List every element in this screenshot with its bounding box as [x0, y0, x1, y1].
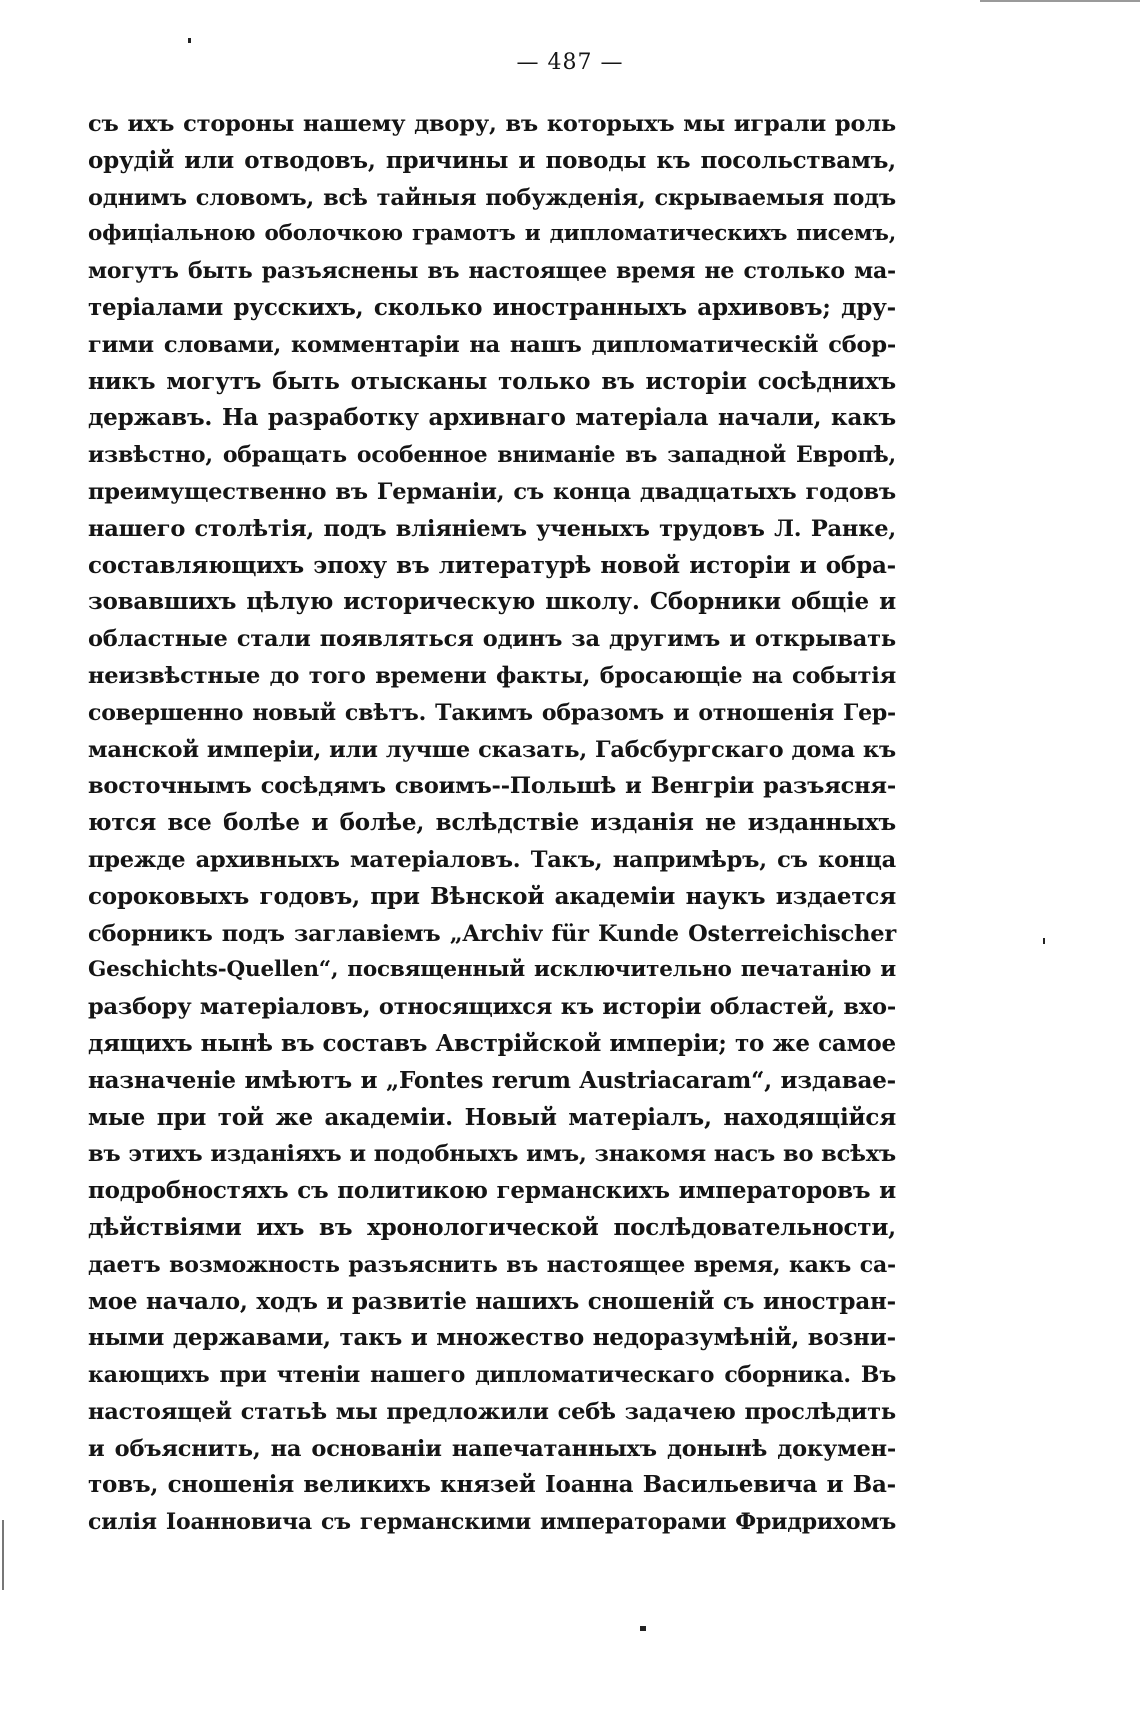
text-line: зовавшихъ цѣлую историческую школу. Сборники общіе и: [88, 588, 896, 616]
text-line: извѣстно, обращать особенное вниманіе въ западной Европѣ,: [88, 442, 896, 469]
text-line: преимущественно въ Германіи, съ конца двадцатыхъ годовъ: [88, 478, 896, 505]
text-line: могутъ быть разъяснены въ настоящее время не столько ма-: [88, 258, 896, 285]
text-line: даетъ возможность разъяснить въ настоящее время, какъ са-: [88, 1251, 896, 1278]
text-line: совершенно новый свѣтъ. Такимъ образомъ и отношенія Гер-: [88, 699, 896, 726]
scan-speck-right: [1043, 938, 1045, 944]
text-line: нашего столѣтія, подъ вліяніемъ ученыхъ трудовъ Л. Ранке,: [88, 515, 896, 542]
text-line: разбору матеріаловъ, относящихся къ исторіи областей, вхо-: [88, 994, 896, 1021]
text-line: силія Іоанновича съ германскими императорами Фридрихомъ: [88, 1509, 896, 1536]
text-line: державъ. На разработку архивнаго матеріала начали, какъ: [88, 404, 896, 432]
text-line: никъ могутъ быть отысканы только въ исторіи сосѣднихъ: [88, 367, 896, 395]
text-line: составляющихъ эпоху въ литературѣ новой исторіи и обра-: [88, 551, 896, 579]
text-line: въ этихъ изданіяхъ и подобныхъ имъ, знакомя насъ во всѣхъ: [88, 1141, 896, 1168]
text-line: неизвѣстные до того времени факты, бросающіе на событія: [88, 662, 896, 689]
text-line: прежде архивныхъ матеріаловъ. Такъ, напримѣръ, съ конца: [88, 846, 896, 873]
page-number: — 487 —: [516, 50, 624, 75]
text-line: мое начало, ходъ и развитіе нашихъ сношеній съ иностран-: [88, 1287, 896, 1315]
text-line: сборникъ подъ заглавіемъ „Archiv für Kunde Osterreichischer: [88, 920, 896, 947]
scan-speck-bottom: [640, 1626, 646, 1631]
text-line: ными державами, такъ и множество недоразумѣній, возни-: [88, 1324, 896, 1352]
text-line: восточнымъ сосѣдямъ своимъ--Польшѣ и Венгріи разъясня-: [88, 773, 896, 800]
text-line: манской имперіи, или лучше сказать, Габсбургскаго дома къ: [88, 736, 896, 763]
text-line: сороковыхъ годовъ, при Вѣнской академіи наукъ издается: [88, 882, 896, 910]
text-line: гими словами, комментаріи на нашъ дипломатическій сбор-: [88, 331, 896, 358]
text-line: настоящей статьѣ мы предложили себѣ задачею прослѣдить: [88, 1398, 896, 1425]
text-line: и объяснить, на основаніи напечатанныхъ донынѣ докумен-: [88, 1435, 896, 1462]
text-line: кающихъ при чтеніи нашего дипломатическаго сборника. Въ: [88, 1362, 896, 1389]
text-line: офиціальною оболочкою грамотъ и дипломатическихъ писемъ,: [88, 221, 896, 247]
text-line: подробностяхъ съ политикою германскихъ императоровъ и: [88, 1177, 896, 1205]
text-line: товъ, сношенія великихъ князей Іоанна Васильевича и Ва-: [88, 1471, 896, 1499]
text-line: однимъ словомъ, всѣ тайныя побужденія, скрываемыя подъ: [88, 184, 896, 211]
text-line: съ ихъ стороны нашему двору, въ которыхъ мы играли роль: [88, 111, 896, 137]
top-edge-rule: [980, 0, 1140, 2]
left-edge-mark: [2, 1520, 4, 1590]
text-line: областные стали появляться одинъ за другимъ и открывать: [88, 626, 896, 653]
text-line: назначеніе имѣютъ и „Fontes rerum Austriacaram“, издавае-: [88, 1066, 896, 1094]
text-line: мые при той же академіи. Новый матеріалъ, находящійся: [88, 1103, 896, 1131]
text-line: орудій или отводовъ, причины и поводы къ посольствамъ,: [88, 146, 896, 174]
scan-speck-top: [188, 38, 191, 43]
text-line: ются все болѣе и болѣе, вслѣдствіе изданія не изданныхъ: [88, 809, 896, 837]
body-text: [88, 106, 896, 1541]
text-line: теріалами русскихъ, сколько иностранныхъ архивовъ; дру-: [88, 293, 896, 321]
text-line: дѣйствіями ихъ въ хронологической послѣдовательности,: [88, 1213, 896, 1241]
text-line: дящихъ нынѣ въ составъ Австрійской имперіи; то же самое: [88, 1029, 896, 1057]
text-line: Geschichts-Quellen“, посвященный исключительно печатанію и: [88, 957, 896, 983]
